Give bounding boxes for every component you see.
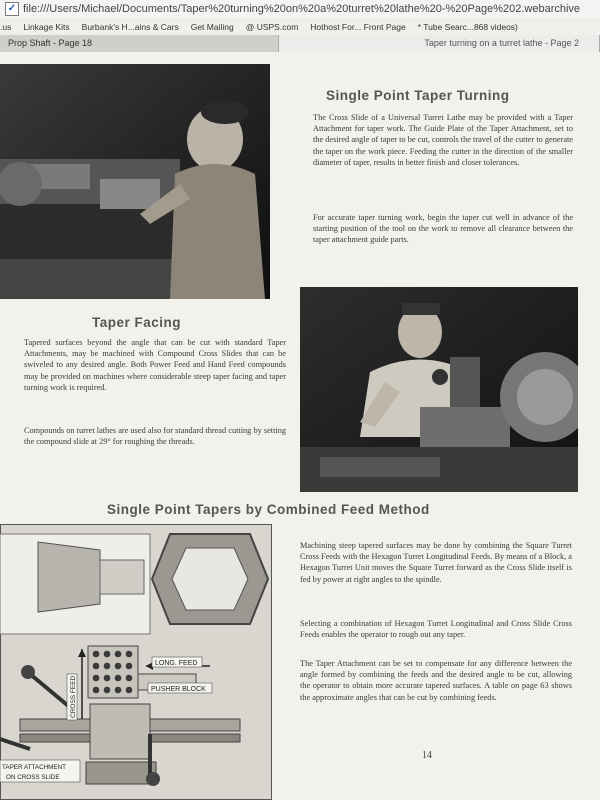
bookmark-item[interactable]: .us: [0, 21, 12, 32]
section1-paragraph-1: The Cross Slide of a Universal Turret Lathe may be provided with a Taper Attachment for taper work. The Guide Plate of the Taper Attachment, set to the desired angle of taper to be cut, controls the travel of the cutter to generate the taper on the work piece. Feeding the cutter in the direction of the smaller diameter of taper, results in better finish and closer tolerances.: [313, 113, 573, 167]
page-number: 14: [422, 750, 432, 761]
tab-prop-shaft[interactable]: Prop Shaft - Page 18: [0, 35, 279, 52]
section3-paragraph-2: Selecting a combination of Hexagon Turret Longitudinal and Cross Slide Cross Feeds enables the operator to rough out any taper.: [300, 619, 572, 640]
bookmark-item[interactable]: Get Mailing: [190, 21, 234, 32]
section2-paragraph-2: Compounds on turret lathes are used also for standard thread cutting by setting the compound slide at 29° for roughing the threads.: [24, 426, 286, 447]
label-taper-attachment-line-2: ON CROSS SLIDE: [6, 774, 60, 781]
browser-chrome: [0, 0, 600, 52]
bookmark-item[interactable]: @ USPS.com: [245, 21, 299, 32]
bookmark-item[interactable]: * Tube Searc...868 videos): [417, 21, 518, 32]
combined-feed-diagram-drawing: [0, 524, 272, 800]
bookmark-item[interactable]: Burbank's H...ains & Cars: [81, 21, 179, 32]
address-bar-url[interactable]: file:///Users/Michael/Documents/Taper%20turning%20on%20a%20turret%20lathe%20-%20Page%202.webarchive: [23, 3, 581, 15]
document-page: [0, 52, 600, 800]
combined-feed-diagram: [0, 524, 272, 800]
label-pusher-block: PUSHER BLOCK: [151, 686, 206, 693]
bookmark-item[interactable]: Linkage Kits: [23, 21, 70, 32]
section1-title: Single Point Taper Turning: [326, 88, 510, 103]
turret-operator-illustration: [300, 287, 578, 492]
tab-bar: [0, 35, 600, 52]
section2-paragraph-1: Tapered surfaces beyond the angle that can be cut with standard Taper Attachments, may be machined with Compound Cross Slides that can be swiveled to any desired angle. Both Power Feed and Hand Feed compounds may be provided on machines where considerable steep taper facing and taper turning work is required.: [24, 338, 286, 392]
section3-title: Single Point Tapers by Combined Feed Method: [107, 502, 430, 517]
label-cross-feed: CROSS FEED: [70, 675, 77, 718]
section1-paragraph-2: For accurate taper turning work, begin the taper cut well in advance of the starting position of the tool on the work to remove all clearance between the taper attachment guide parts.: [313, 213, 573, 245]
label-taper-attachment-line-1: TAPER ATTACHMENT: [2, 764, 67, 771]
section2-title: Taper Facing: [92, 315, 182, 330]
section3-paragraph-3: The Taper Attachment can be set to compensate for any difference between the angle formed by combining the feeds and the desired angle to be cut, allowing the operator to obtain more accurate tapered surfaces. A table on page 63 shows the approximate angles that can be cut by combining feeds.: [300, 659, 572, 702]
turret-lathe-operator-photo: [300, 287, 578, 492]
lathe-operator-illustration: [0, 64, 270, 299]
tab-taper-turning[interactable]: Taper turning on a turret lathe - Page 2: [279, 35, 600, 52]
bookmarks-bar: [0, 18, 600, 36]
address-bar[interactable]: [0, 0, 600, 19]
section3-paragraph-1: Machining steep tapered surfaces may be done by combining the Square Turret Cross Feeds with the Hexagon Turret Longitudinal Feeds. By means of a Block, a Hexagon Turret Unit moves the Square Turret forward as the Cross Slide itself is fed by power at right angles to the spindle.: [300, 541, 572, 584]
bookmark-item[interactable]: Hothost For... Front Page: [310, 21, 406, 32]
page-favicon-icon: ✓: [5, 2, 19, 16]
label-long-feed: LONG. FEED: [155, 660, 198, 667]
lathe-operator-photo: [0, 64, 270, 299]
